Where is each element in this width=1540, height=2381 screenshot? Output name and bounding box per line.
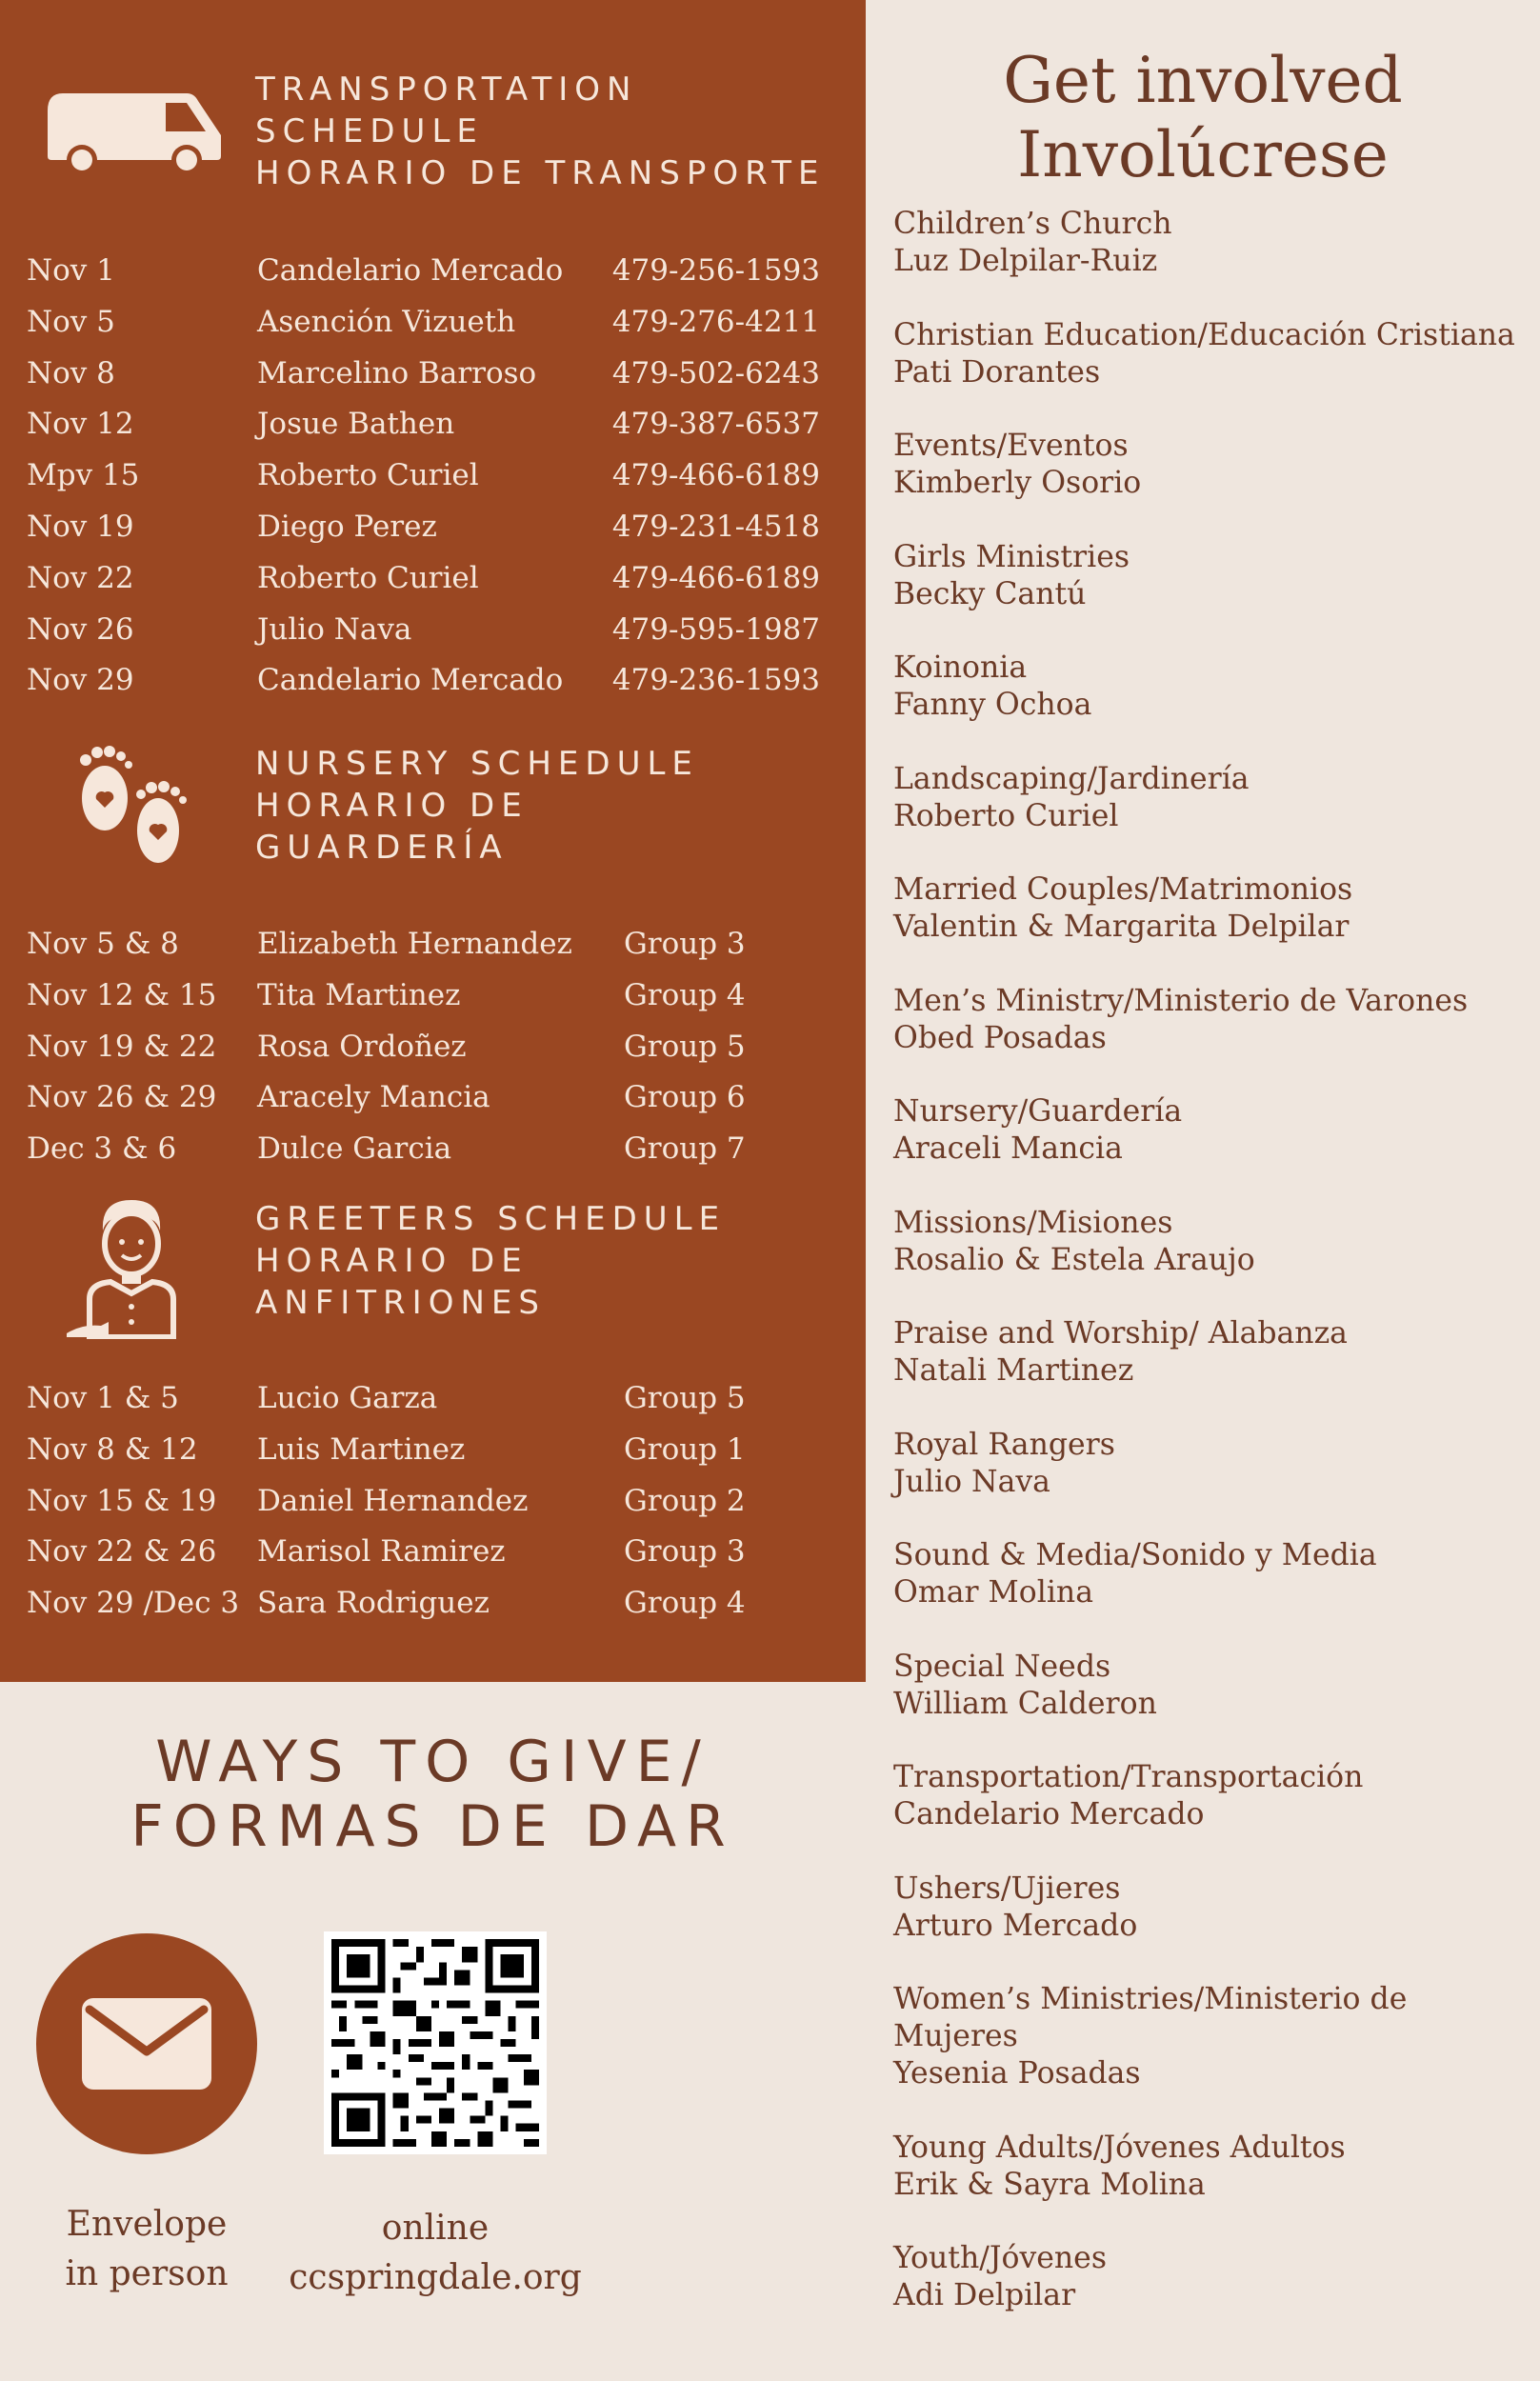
date: Nov 15 & 19 [27,1483,217,1518]
group: Group 3 [624,927,746,961]
transport-table [0,246,866,707]
ministry-name: Missions/Misiones [893,1205,1173,1240]
date: Nov 29 [27,663,134,698]
date: Nov 1 & 5 [27,1381,179,1415]
ministry-leader: Natali Martinez [893,1353,1134,1388]
give-title-line: FORMAS DE DAR [130,1793,735,1860]
table-row [0,1373,866,1425]
greeters-table [0,1373,866,1630]
group: Group 4 [624,977,746,1012]
volunteer-name: Rosa Ordoñez [257,1029,467,1064]
group: Group 2 [624,1483,746,1518]
ministry-name-cont: Mujeres [893,2019,1018,2053]
ministry-leader: Becky Cantú [893,576,1087,611]
table-row [0,1022,866,1073]
ministry-name: Young Adults/Jóvenes Adultos [893,2130,1346,2165]
ministry-name: Special Needs [893,1649,1111,1684]
ministry-leader: Kimberly Osorio [893,466,1142,500]
date: Nov 12 & 15 [27,977,217,1012]
ministry-leader: Julio Nava [893,1464,1050,1499]
ministry-name: Transportation/Transportación [893,1760,1364,1794]
list-item [893,1315,1522,1390]
date: Dec 3 & 6 [27,1131,177,1167]
phone: 479-256-1593 [611,253,820,288]
ways-to-give-title [0,1730,866,1859]
list-item [893,2130,1522,2204]
envelope-caption [32,2200,261,2299]
list-item [893,206,1522,280]
greeter-name: Daniel Hernandez [257,1483,529,1518]
ministry-leader: Pati Dorantes [893,354,1101,390]
list-item [893,1093,1522,1168]
date: Nov 29 /Dec 3 [27,1586,240,1621]
list-item [893,983,1522,1057]
phone: 479-595-1987 [611,611,820,647]
online-link[interactable]: ccspringdale.org [289,2258,582,2297]
envelope-badge [36,1933,257,2154]
ministry-name: Christian Education/Educación Cristiana [893,317,1515,352]
table-row [0,1527,866,1578]
ministry-leader: Arturo Mercado [893,1908,1138,1943]
group: Group 5 [624,1381,746,1415]
get-involved-title-line: Get involved [1003,44,1403,117]
table-row [0,450,866,502]
ministry-name: Sound & Media/Sonido y Media [893,1538,1377,1572]
greeter-name: Marisol Ramirez [257,1534,506,1570]
schedules-panel [0,0,866,1682]
ministry-leader: Erik & Sayra Molina [893,2167,1206,2202]
list-item [893,871,1522,946]
nursery-title-line: NURSERY SCHEDULE [255,745,699,783]
ministry-name: Youth/Jóvenes [893,2241,1107,2275]
ministry-name: Men’s Ministry/Ministerio de Varones [893,983,1469,1018]
ministry-leader: Omar Molina [893,1575,1093,1610]
ministry-name: Children’s Church [893,207,1172,241]
table-row [0,502,866,553]
ministry-leader: Rosalio & Estela Araujo [893,1242,1255,1277]
ministry-leader: Candelario Mercado [893,1797,1205,1831]
driver-name: Asención Vizueth [257,304,516,339]
transport-title [255,69,825,194]
phone: 479-502-6243 [611,355,820,390]
list-item [893,428,1522,502]
date: Nov 8 & 12 [27,1431,198,1467]
table-row [0,246,866,297]
ministry-leader: William Calderon [893,1686,1157,1721]
table-row [0,1072,866,1124]
driver-name: Candelario Mercado [257,663,564,698]
nursery-title-line: HORARIO DE [255,787,529,825]
greeter-name: Luis Martinez [257,1431,466,1467]
table-row [0,1124,866,1175]
driver-name: Josue Bathen [257,407,455,442]
ministry-name: Landscaping/Jardinería [893,761,1250,796]
driver-name: Diego Perez [257,509,437,544]
online-caption [286,2204,585,2303]
greeter-name: Lucio Garza [257,1381,438,1415]
ministry-name: Events/Eventos [893,429,1129,463]
table-row [0,399,866,450]
ministry-leader: Obed Posadas [893,1020,1107,1055]
ministry-leader: Adi Delpilar [893,2278,1076,2312]
volunteer-name: Elizabeth Hernandez [257,927,572,961]
greeters-title-line: ANFITRIONES [255,1284,546,1322]
list-item [893,1649,1522,1723]
envelope-caption-line: in person [65,2254,229,2293]
greeters-title [255,1198,726,1324]
ministry-leader: Fanny Ochoa [893,688,1092,722]
give-title-line: WAYS TO GIVE/ [155,1729,710,1795]
table-row [0,1425,866,1476]
volunteer-name: Aracely Mancia [257,1080,490,1115]
group: Group 7 [624,1131,746,1167]
table-row [0,1578,866,1630]
phone: 479-466-6189 [611,560,820,595]
table-row [0,553,866,605]
date: Nov 12 [27,407,134,442]
get-involved-title-line: Involúcrese [1017,118,1389,191]
envelope-caption-line: Envelope [66,2205,228,2244]
nursery-title [255,743,699,869]
greeters-title-line: GREETERS SCHEDULE [255,1200,727,1238]
envelope-icon [80,1996,213,2091]
phone: 479-236-1593 [611,663,820,698]
date: Nov 22 [27,560,134,595]
ministry-leader: Araceli Mancia [893,1131,1123,1166]
ministry-name: Koinonia [893,650,1028,685]
driver-name: Roberto Curiel [257,458,479,493]
date: Nov 1 [27,253,115,288]
list-item [893,1427,1522,1501]
greeters-title-line: HORARIO DE [255,1242,529,1280]
greeter-name: Sara Rodriguez [257,1586,490,1621]
nursery-title-line: GUARDERÍA [255,829,509,867]
date: Nov 8 [27,355,115,390]
ministry-name: Married Couples/Matrimonios [893,872,1353,907]
ministry-name: Ushers/Ujieres [893,1871,1121,1906]
transport-title-line: SCHEDULE [255,112,484,150]
volunteer-name: Tita Martinez [257,977,461,1012]
transport-title-line: TRANSPORTATION [255,70,638,109]
transport-title-line: HORARIO DE TRANSPORTE [255,154,826,192]
list-item [893,1205,1522,1279]
list-item [893,2240,1522,2314]
table-row [0,297,866,349]
ministry-leader: Roberto Curiel [893,798,1119,833]
ministry-leader: Luz Delpilar-Ruiz [893,244,1158,278]
qr-code-icon [324,1931,547,2154]
date: Mpv 15 [27,458,140,493]
get-involved-title [866,44,1540,192]
baby-feet-icon [69,741,194,870]
list-item [893,761,1522,835]
table-row [0,970,866,1022]
list-item [893,317,1522,391]
ministry-leader: Yesenia Posadas [893,2056,1141,2091]
date: Nov 19 & 22 [27,1029,217,1064]
phone: 479-387-6537 [611,407,820,442]
date: Nov 22 & 26 [27,1534,217,1570]
ministry-list [893,206,1522,2351]
group: Group 6 [624,1080,746,1115]
list-item [893,1759,1522,1833]
table-row [0,605,866,656]
group: Group 5 [624,1029,746,1064]
list-item [893,650,1522,724]
date: Nov 26 [27,611,134,647]
phone: 479-466-6189 [611,458,820,493]
group: Group 4 [624,1586,746,1621]
group: Group 3 [624,1534,746,1570]
greeter-person-icon [63,1194,202,1339]
date: Nov 19 [27,509,134,544]
driver-name: Julio Nava [257,611,412,647]
table-row [0,655,866,707]
date: Nov 26 & 29 [27,1080,217,1115]
volunteer-name: Dulce Garcia [257,1131,452,1167]
ministry-name: Praise and Worship/ Alabanza [893,1316,1348,1351]
phone: 479-231-4518 [611,509,820,544]
date: Nov 5 & 8 [27,927,179,961]
table-row [0,1476,866,1528]
driver-name: Roberto Curiel [257,560,479,595]
ministry-leader: Valentin & Margarita Delpilar [893,910,1350,944]
online-caption-line: online [381,2209,490,2248]
phone: 479-276-4211 [611,304,820,339]
ministry-name: Nursery/Guardería [893,1094,1183,1129]
ministry-name: Women’s Ministries/Ministerio de [893,1982,1408,2016]
van-icon [44,86,223,173]
ministry-name: Royal Rangers [893,1427,1115,1462]
nursery-table [0,919,866,1175]
table-row [0,349,866,400]
list-item [893,539,1522,613]
list-item [893,1537,1522,1611]
table-row [0,919,866,970]
ministry-name: Girls Ministries [893,539,1130,574]
list-item [893,1871,1522,1945]
list-item [893,1981,1522,2092]
group: Group 1 [624,1431,746,1467]
driver-name: Candelario Mercado [257,253,564,288]
date: Nov 5 [27,304,115,339]
driver-name: Marcelino Barroso [257,355,537,390]
